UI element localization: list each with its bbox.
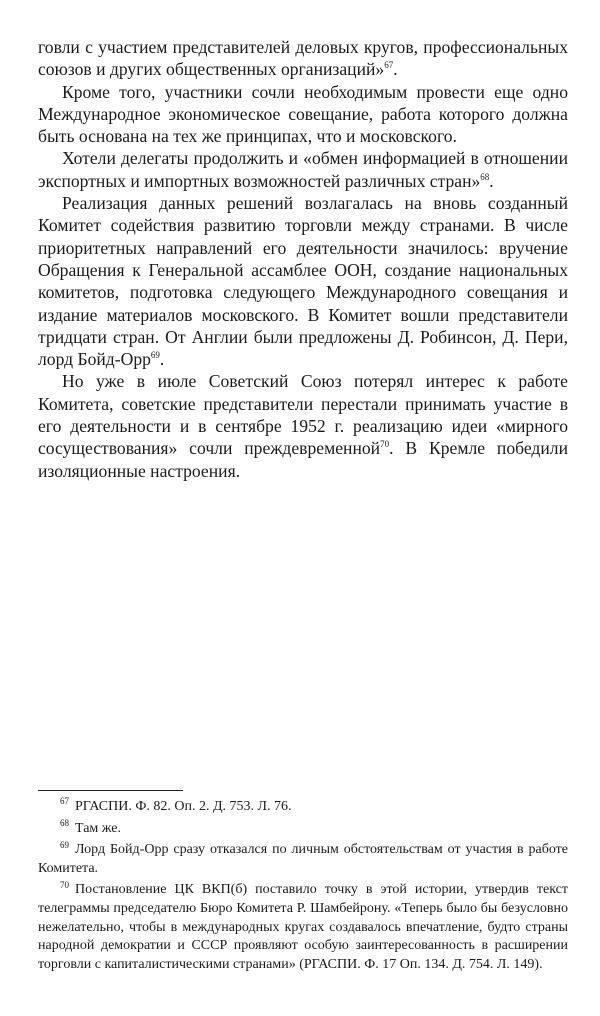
- footnote-70: $^{70}$ Постановление ЦК ВКП(б) поставило точку в этой истории, утвердив текст телеграммы председателю Бюро Комитета Р. Шамбейрону. «Теперь было бы безусловно нежелательно, чтобы в международных кругах создавалось впечатление, будто страны народной демократии и СССР проявляют особую заинтересованность в расширении торговли с капиталистическими странами» (РГАСПИ. Ф. 17 Оп. 134. Д. 754. Л. 149).: [38, 879, 568, 972]
- footnote-divider: [38, 790, 183, 791]
- footnote-67: $^{67}$ РГАСПИ. Ф. 82. Оп. 2. Д. 753. Л. 76.: [60, 796, 292, 814]
- paragraph-3: Хотели делегаты продолжить и «обмен информацией в отношении экспортных и импортных возможностей различных стран»$^{68}$.: [38, 148, 568, 191]
- footnote-number: 67: [60, 796, 69, 807]
- paragraph-5: Но уже в июле Советский Союз потерял интерес к работе Комитета, советские представители перестали принимать участие в его деятельности и в сентябре 1952 г. реализацию идеи «мирного сосуществования» сочли преждевременной$^{70}$. В Кремле победили изоляционные настроения.: [38, 371, 568, 481]
- footnote-number: 70: [60, 879, 69, 890]
- paragraph-2: Кроме того, участники сочли необходимым провести еще одно Международное экономическое совещание, работа которого должна быть основана на тех же принципах, что и московского.: [38, 81, 568, 147]
- footnote-69: $^{69}$ Лорд Бойд-Орр сразу отказался по личным обстоятельствам от участия в работе Комитета.: [38, 839, 568, 876]
- footnote-ref-69[interactable]: 69: [150, 350, 160, 361]
- footnote-number: 69: [60, 839, 69, 850]
- paragraph-1: говли с участием представителей деловых кругов, профессиональных союзов и других общественных организаций»$^{67}$.: [38, 37, 568, 80]
- footnote-ref-67[interactable]: 67: [384, 60, 394, 71]
- footnotes: [38, 790, 568, 977]
- footnote-ref-70[interactable]: 70: [380, 439, 390, 450]
- footnote-ref-68[interactable]: 68: [480, 171, 490, 182]
- footnote-68: $^{68}$ Там же.: [60, 817, 121, 836]
- main-text: [38, 36, 568, 482]
- paragraph-4: Реализация данных решений возлагалась на вновь созданный Комитет содействия развитию торговли между странами. В числе приоритетных направлений его деятельности значилось: вручение Обращения к Генеральной ассамблее ООН, создание национальных комитетов, подготовка следующего Международного совещания и издание материалов московского. В Комитет вошли представители тридцати стран. От Англии были предложены Д. Робинсон, Д. Пери, лорд Бойд-Орр$^{69}$.: [38, 193, 568, 370]
- footnote-number: 68: [60, 817, 69, 828]
